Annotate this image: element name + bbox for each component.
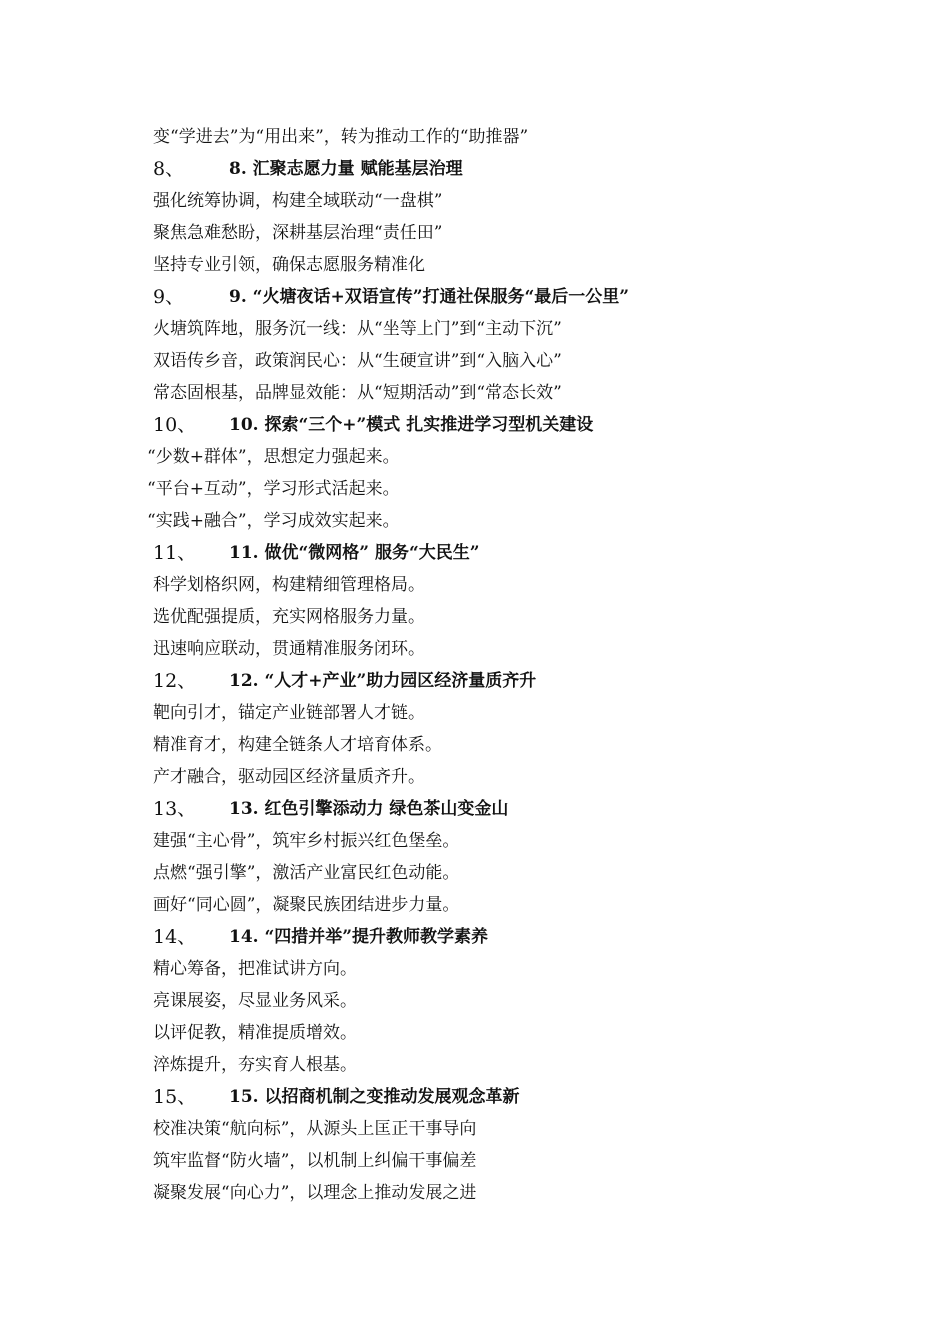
section-line: 点燃“强引擎”，激活产业富民红色动能。: [153, 863, 460, 883]
section: [153, 921, 793, 1081]
section-heading: [153, 1081, 793, 1113]
section-number: 12、: [153, 670, 197, 692]
section-line: 迅速响应联动，贯通精准服务闭环。: [153, 639, 425, 659]
section-line: 科学划格织网，构建精细管理格局。: [153, 575, 425, 595]
document-body: [147, 121, 793, 1209]
section-title: 12. “人才+产业”助力园区经济量质齐升: [229, 671, 537, 691]
section-number: 8、: [153, 158, 185, 180]
section-title: 13. 红色引擎添动力 绿色茶山变金山: [229, 799, 509, 819]
section: [147, 409, 793, 537]
section-line: 靶向引才，锚定产业链部署人才链。: [153, 703, 425, 723]
section-line: 坚持专业引领，确保志愿服务精准化: [153, 255, 425, 275]
section-title: 15. 以招商机制之变推动发展观念革新: [229, 1087, 520, 1107]
section-title: 11. 做优“微网格” 服务“大民生”: [229, 543, 480, 563]
section-title: 8. 汇聚志愿力量 赋能基层治理: [229, 159, 463, 179]
section-number: 13、: [153, 798, 197, 820]
section: [153, 1081, 793, 1209]
section-heading: [153, 281, 793, 313]
section-line: 火塘筑阵地，服务沉一线：从“坐等上门”到“主动下沉”: [153, 319, 562, 339]
section-number: 9、: [153, 286, 185, 308]
section: [153, 281, 793, 409]
section: [153, 537, 793, 665]
section-number: 15、: [153, 1086, 197, 1108]
section-line: “平台+互动”，学习形式活起来。: [147, 479, 400, 499]
section-line: “实践+融合”，学习成效实起来。: [147, 511, 400, 531]
section-line: 淬炼提升，夯实育人根基。: [153, 1055, 357, 1075]
section-heading: [153, 793, 793, 825]
section-line: 筑牢监督“防火墙”，以机制上纠偏干事偏差: [153, 1151, 477, 1171]
section-heading: [153, 409, 793, 441]
section-heading: [153, 537, 793, 569]
section: [153, 153, 793, 281]
section: [153, 793, 793, 921]
section: [153, 665, 793, 793]
section-line: 以评促教，精准提质增效。: [153, 1023, 357, 1043]
section-list: [147, 153, 793, 1209]
section-title: 10. 探索“三个+”模式 扎实推进学习型机关建设: [229, 415, 594, 435]
section-number: 11、: [153, 542, 197, 564]
section-line: 精心筹备，把准试讲方向。: [153, 959, 357, 979]
section-heading: [153, 921, 793, 953]
section-line: 建强“主心骨”，筑牢乡村振兴红色堡垒。: [153, 831, 460, 851]
section-line: 产才融合，驱动园区经济量质齐升。: [153, 767, 425, 787]
section-heading: [153, 665, 793, 697]
section-line: 亮课展姿，尽显业务风采。: [153, 991, 357, 1011]
section-line: 双语传乡音，政策润民心：从“生硬宣讲”到“入脑入心”: [153, 351, 562, 371]
section-title: 9. “火塘夜话+双语宣传”打通社保服务“最后一公里”: [229, 287, 630, 307]
section-line: 画好“同心圆”，凝聚民族团结进步力量。: [153, 895, 460, 915]
section-line: 校准决策“航向标”，从源头上匡正干事导向: [153, 1119, 477, 1139]
section-line: 选优配强提质，充实网格服务力量。: [153, 607, 425, 627]
section-line: 强化统筹协调，构建全域联动“一盘棋”: [153, 191, 443, 211]
section-line: “少数+群体”，思想定力强起来。: [147, 447, 400, 467]
section-number: 14、: [153, 926, 197, 948]
lead-line: 变“学进去”为“用出来”，转为推动工作的“助推器”: [153, 127, 529, 147]
section-heading: [153, 153, 793, 185]
section-line: 精准育才，构建全链条人才培育体系。: [153, 735, 442, 755]
section-title: 14. “四措并举”提升教师教学素养: [229, 927, 489, 947]
section-line: 聚焦急难愁盼，深耕基层治理“责任田”: [153, 223, 443, 243]
section-line: 常态固根基，品牌显效能：从“短期活动”到“常态长效”: [153, 383, 562, 403]
section-number: 10、: [153, 414, 197, 436]
section-line: 凝聚发展“向心力”，以理念上推动发展之进: [153, 1183, 477, 1203]
